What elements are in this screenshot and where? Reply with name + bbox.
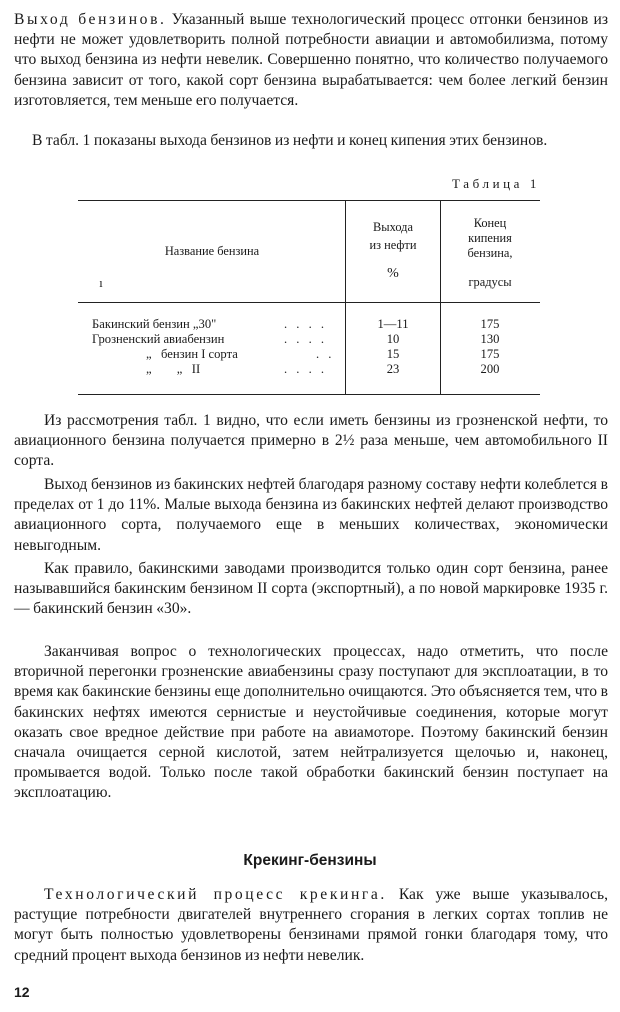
leader-dots: . . — [316, 347, 335, 361]
row-boil: 200 — [480, 362, 500, 376]
page-number: 12 — [14, 984, 30, 1000]
header-yield-unit: % — [387, 266, 399, 281]
header-name: Название бензина — [164, 244, 260, 258]
row-yield: 10 — [386, 332, 400, 346]
paragraph-lead-gasoline-yield: Выход бензинов. — [14, 11, 167, 28]
paragraph-table-reference: В табл. 1 показаны выхода бензинов из нефти и конец кипения этих бензинов. — [32, 132, 548, 149]
paragraph-lead-cracking: Технологический процесс крекинга. — [44, 886, 387, 903]
row-name: „ бензин I сорта — [146, 347, 238, 361]
row-name: Грозненский авиабензин — [92, 332, 225, 346]
header-boil-line4: градусы — [468, 275, 512, 289]
leader-dots: . . . . — [284, 332, 328, 346]
leader-dots: . . . . — [284, 362, 328, 376]
row-yield: 23 — [386, 362, 400, 376]
paragraph-refining: Заканчивая вопрос о технологических процессах, надо отметить, что после вторичной перегонки грозненские авиабензины сразу поступают для эксплоатации, в то время как бакинские бензины еще дополнительно очищаются. Это объясняется тем, что в бакинских нефтях имеются сернистые и неустойчивые соединения, которые могут оказать свое вредное действие при работе на авиамоторе. Поэтому бакинский бензин сначала очищается серной кислотой, затем нейтрализуется щелочью и, наконец, промывается водой. Только после такой обработки бакинский бензин поступает на эксплоатацию. — [14, 643, 608, 802]
paragraph-cracking: Технологический процесс крекинга. Как уже выше указывалось, растущие потребности двигателей внутреннего сгорания в легких сортах топлив не могут быть полностью удовлетворены бензинами прямой гонки благодаря тому, что средний процент выхода бензинов из нефти невелик. — [14, 886, 608, 964]
table-bottom-rule — [78, 394, 540, 395]
table-header-rule — [78, 302, 540, 303]
table-title: Таблица 1 — [452, 176, 540, 191]
row-name: „ „ II — [146, 362, 201, 376]
paragraph-grozny-comparison: Из рассмотрения табл. 1 видно, что если иметь бензины из грозненской нефти, то авиационного бензина получается примерно в 2½ раза меньше, чем автомобильного II сорта. — [14, 412, 608, 470]
row-name: Бакинский бензин „30" — [92, 317, 217, 331]
row-yield: 1—11 — [377, 317, 409, 331]
table-top-rule — [78, 200, 540, 201]
header-mark: ı — [99, 276, 103, 290]
header-boil-line2: кипения — [468, 231, 512, 245]
row-boil: 130 — [480, 332, 500, 346]
leader-dots: . . . . — [284, 317, 328, 331]
row-boil: 175 — [480, 347, 500, 361]
paragraph-gasoline-yield: Выход бензинов. Указанный выше технологический процесс отгонки бензинов из нефти не может удовлетворить полной потребности авиации и автомобилизма, потому что выход бензина из нефти невелик. Совершенно понятно, что количество получаемого бензина зависит от того, какой сорт бензина вырабатывается: чем более легкий бензин изготовляется, тем меньше его получается. — [14, 11, 608, 109]
header-boil-line1: Конец — [473, 216, 507, 230]
paragraph-baku-yield: Выход бензинов из бакинских нефтей благодаря разному составу нефти колеблется в пределах от 1 до 11%. Малые выхода бензина из бакинских нефтей делают производство авиационного сорта, получаемого еще в меньших количествах, экономически невыгодным. — [14, 476, 608, 554]
header-yield-line2: из нефти — [369, 238, 417, 252]
row-yield: 15 — [386, 347, 400, 361]
header-boil-line3: бензина, — [467, 246, 513, 260]
section-heading: Крекинг-бензины — [243, 852, 377, 869]
header-yield-line1: Выхода — [373, 220, 413, 234]
paragraph-baku-grade: Как правило, бакинскими заводами производится только один сорт бензина, ранее называвшийся бакинским бензином II сорта (экспортный), а по новой маркировке 1935 г. — бакинский бензин «30». — [14, 560, 608, 618]
row-boil: 175 — [480, 317, 500, 331]
